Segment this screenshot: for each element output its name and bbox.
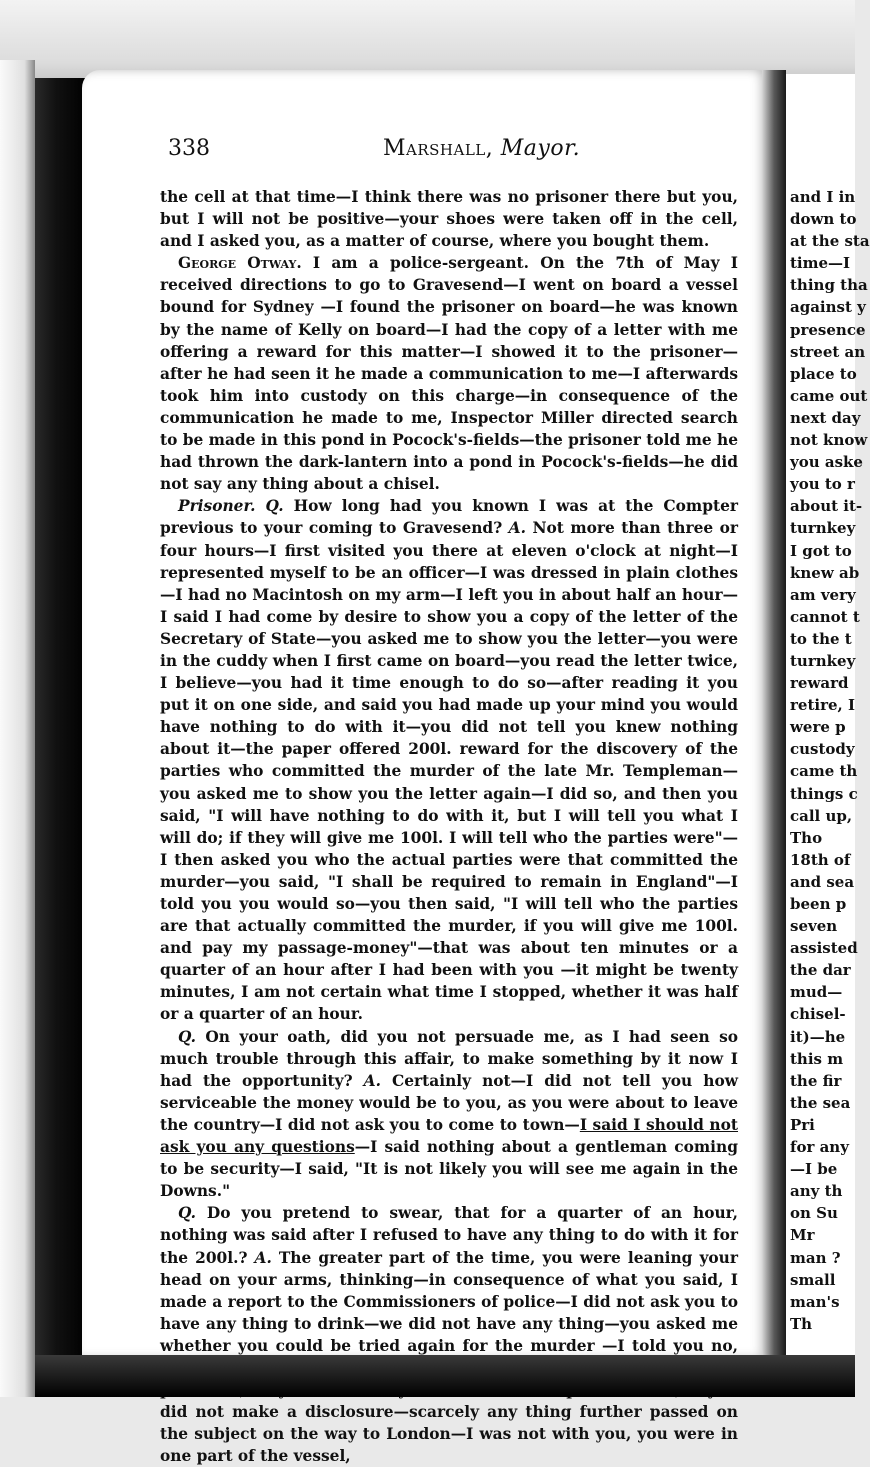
- facing-page-line: came th: [790, 762, 858, 781]
- question-label: Q.: [178, 1027, 196, 1046]
- page-text: [160, 186, 738, 1467]
- facing-page-line: came out: [790, 386, 868, 405]
- facing-page-line: Pri: [790, 1115, 815, 1134]
- facing-page-line: turnkey: [790, 519, 856, 538]
- running-title: [383, 136, 580, 161]
- facing-page-line: and I in: [790, 188, 856, 206]
- paragraph-text: Do you pretend to swear, that for a quarter of an hour, nothing was said after I refused to have any thing to do with it for the 200l.?: [160, 1204, 738, 1267]
- facing-page-line: street an: [790, 342, 866, 361]
- speaker-name: George Otway.: [178, 254, 302, 273]
- speaker-name: Prisoner.: [178, 497, 256, 516]
- facing-page-line: custody: [790, 740, 855, 759]
- running-title-name: Marshall,: [383, 136, 494, 161]
- facing-page-line: —I be: [790, 1160, 838, 1179]
- facing-page-line: reward: [790, 674, 849, 693]
- facing-page-line: man ?: [790, 1248, 841, 1267]
- scan-left-edge: [0, 60, 35, 1397]
- book-cover-edge: [35, 78, 87, 1378]
- facing-page-line: you aske: [790, 453, 863, 472]
- facing-page-line: chisel-: [790, 1005, 846, 1024]
- facing-page-line: Tho: [790, 828, 823, 847]
- facing-page-line: against y: [790, 298, 866, 317]
- answer-label: A.: [247, 1248, 272, 1267]
- answer-label: A.: [502, 519, 526, 538]
- facing-page: [786, 74, 870, 1374]
- facing-page-line: Mr: [790, 1226, 815, 1245]
- question-label: Q.: [178, 1204, 196, 1223]
- facing-page-line: I got to: [790, 541, 852, 560]
- facing-page-text: [790, 186, 870, 1335]
- facing-page-line: the fir: [790, 1071, 842, 1090]
- facing-page-line: been p: [790, 895, 847, 913]
- facing-page-line: next day: [790, 408, 861, 427]
- facing-page-line: 18th of: [790, 850, 851, 869]
- facing-page-line: it)—he: [790, 1027, 846, 1046]
- facing-page-line: seven: [790, 917, 838, 936]
- facing-page-line: on Su: [790, 1204, 838, 1223]
- paragraph-text: —I said nothing about a gentleman coming to be security—I said, "It is not likely you will see me again in the Downs.": [160, 1138, 738, 1201]
- facing-page-line: and sea: [790, 872, 855, 891]
- facing-page-line: Th: [790, 1314, 813, 1333]
- facing-page-line: at the sta: [790, 232, 870, 251]
- facing-page-line: retire, I: [790, 696, 855, 715]
- facing-page-line: about it-: [790, 497, 863, 516]
- facing-page-line: knew ab: [790, 563, 860, 582]
- facing-page-line: not know: [790, 431, 868, 450]
- paragraph-text: The greater part of the time, you were leaning your head on your arms, thinking—in consequence of what you said, I made a report to the Commissioners of police—I did not ask you to have any thing to drink—we did not have any thing—you asked me whether you could be tried again for the murder —I told you no, did not make a disclosure—scarcely any thing further passed on the subject on the way to London—I was not with you, you were in one part of the vessel,: [160, 1248, 738, 1466]
- answer-label: A.: [352, 1071, 381, 1090]
- facing-page-line: any th: [790, 1182, 843, 1201]
- facing-page-line: were p: [790, 718, 846, 737]
- facing-page-line: small: [790, 1270, 836, 1289]
- facing-page-line: turnkey: [790, 651, 856, 670]
- facing-page-line: call up,: [790, 806, 853, 825]
- facing-page-line: down to: [790, 210, 857, 229]
- paragraph: [160, 1026, 738, 1203]
- paragraph-text: Not more than three or four hours—I first visited you there at eleven o'clock at night—I represented myself to be an officer—I was dressed in plain clothes—I had no Macintosh on my arm—I left you in about half an hour—I said I had come by desire to show you a copy of the letter of the Secretary of State—you asked me to show you the letter—you were in the cuddy when I first came on board—you read the letter twice, I believe—you had it time enough to do so—after reading it you put it on one side, and said you had made up your mind you would have nothing to do with it—you did not tell you knew nothing about it—the paper offered 200l. reward for the discovery of the parties who committed the murder of the late Mr. Templeman—you asked me to show you the letter again—I did so, and then you said, "I will have nothing to do with it, but I will tell you what I will do; if they will give me 100l. I will tell who the parties were"—I then asked you who the actual parties were that committed the murder—you said, "I shall be required to remain in England"—I told you you would so—you then said, "I will tell who the parties are that actually committed the murder, if you will give me 100l. and pay my passage-money"—that was about ten minutes or a quarter of an hour after I had been with you —it might be twenty minutes, I am not certain what time I stopped, whether it was half or a quarter of an hour.: [160, 519, 738, 1024]
- paragraph-text: How long had you known I was at the Compter previous to your coming to Gravesend?: [160, 497, 738, 538]
- facing-page-line: the dar: [790, 961, 851, 980]
- facing-page-line: for any: [790, 1138, 849, 1157]
- question-label: Q.: [255, 497, 284, 516]
- page-number: 338: [168, 136, 210, 161]
- paragraph: the cell at that time—I think there was no prisoner there but you, but I will not be positive—your shoes were taken off in the cell, and I asked you, as a matter of course, where you bought them.: [160, 188, 738, 251]
- facing-page-line: place to: [790, 364, 857, 383]
- underlined-text: I said I should not ask you any questions: [160, 1115, 739, 1157]
- facing-page-line: to the t: [790, 629, 852, 648]
- facing-page-line: man's: [790, 1292, 840, 1311]
- facing-page-line: this m: [790, 1049, 844, 1068]
- paragraph-text: Certainly not—I did not tell you how serviceable the money would be to you, as you were about to leave the country—I did not ask you to come to town—: [160, 1071, 738, 1134]
- page-header: [168, 136, 748, 166]
- paragraph: [160, 1202, 738, 1467]
- paragraph: [160, 252, 738, 495]
- facing-page-line: time—I: [790, 254, 851, 273]
- facing-page-line: cannot t: [790, 607, 860, 626]
- paragraph: [160, 495, 738, 1025]
- paragraph-text: I am a police-sergeant. On the 7th of May I received directions to go to Gravesend—I went on board a vessel bound for Sydney —I found the prisoner on board—he was known by the name of Kelly on board—I had the copy of a letter with me offering a reward for this matter—I showed it to the prisoner—after he had seen it he made a communication to me—I afterwards took him into custody on this charge—in consequence of the communication he made to me, Inspector Miller directed search to be made in this pond in Pocock's-fields—the prisoner told me he had thrown the dark-lantern into a pond in Pocock's-fields—he did not say any thing about a chisel.: [160, 254, 739, 494]
- facing-page-line: you to r: [790, 475, 855, 494]
- facing-page-line: assisted: [790, 939, 858, 958]
- facing-page-line: presence: [790, 320, 866, 339]
- book-gutter: [762, 70, 786, 1370]
- facing-page-line: the sea: [790, 1093, 851, 1112]
- scan-bottom-edge: [35, 1355, 855, 1397]
- facing-page-line: am very: [790, 585, 856, 604]
- running-title-office: Mayor.: [500, 136, 581, 161]
- paragraph-text: On your oath, did you not persuade me, as I had seen so much trouble through this affair, to make something by it now I had the opportunity?: [160, 1027, 738, 1090]
- facing-page-line: thing tha: [790, 276, 868, 295]
- facing-page-line: mud—: [790, 983, 843, 1002]
- facing-page-line: things c: [790, 784, 858, 803]
